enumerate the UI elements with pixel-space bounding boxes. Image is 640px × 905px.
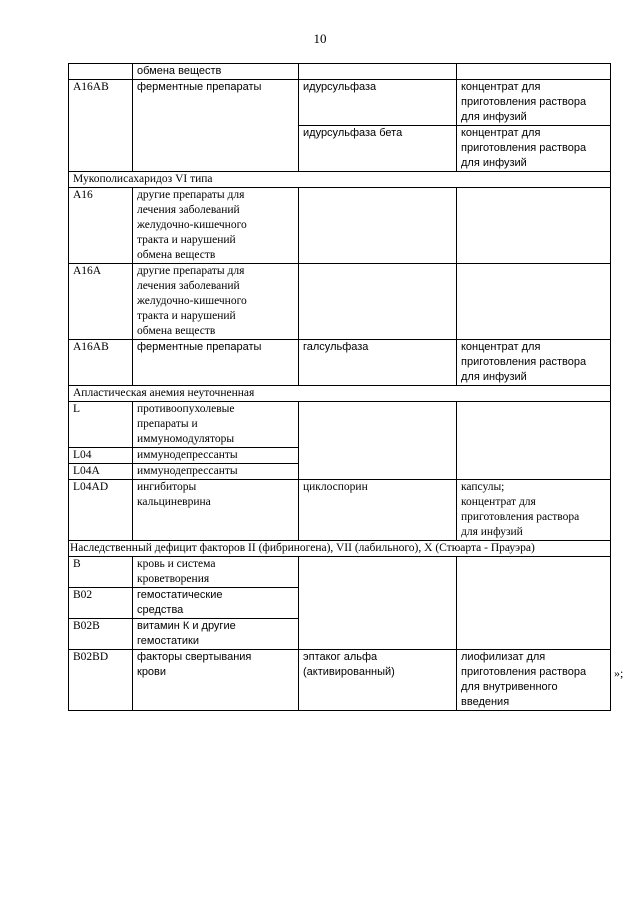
- drug-cell: [299, 188, 457, 264]
- section-title: Апластическая анемия неуточненная: [69, 386, 611, 402]
- table-row: [69, 64, 611, 80]
- atc-code-cell: B02BD: [69, 650, 133, 711]
- drug-cell: идурсульфаза: [299, 80, 457, 126]
- table-row: [69, 340, 611, 386]
- drug-table: [68, 63, 611, 711]
- table-row: [69, 188, 611, 264]
- drug-cell: [299, 402, 457, 480]
- atc-code-cell: L: [69, 402, 133, 448]
- atc-code-cell: [69, 64, 133, 80]
- table-row: [69, 480, 611, 541]
- atc-code-cell: B: [69, 557, 133, 588]
- atc-name-cell: иммунодепрессанты: [133, 464, 299, 480]
- form-cell: концентрат для приготовления раствора для инфузий: [457, 126, 611, 172]
- atc-name-cell: другие препараты для лечения заболеваний желудочно-кишечного тракта и нарушений обмена веществ: [133, 188, 299, 264]
- drug-cell: [299, 264, 457, 340]
- closing-quote-mark: »;: [614, 666, 624, 680]
- page-number: 10: [313, 31, 327, 46]
- form-cell: [457, 264, 611, 340]
- atc-name-cell: ферментные препараты: [133, 340, 299, 386]
- atc-name-cell: гемостатические средства: [133, 588, 299, 619]
- atc-name-cell: другие препараты для лечения заболеваний желудочно-кишечного тракта и нарушений обмена веществ: [133, 264, 299, 340]
- form-cell: [457, 64, 611, 80]
- form-cell: капсулы; концентрат для приготовления раствора для инфузий: [457, 480, 611, 541]
- atc-name-cell: ингибиторы кальциневрина: [133, 480, 299, 541]
- drug-cell: идурсульфаза бета: [299, 126, 457, 172]
- drug-cell: [299, 557, 457, 650]
- section-title: Наследственный дефицит факторов II (фибриногена), VII (лабильного), X (Стюарта - Прауэра): [69, 541, 611, 557]
- form-cell: [457, 402, 611, 480]
- form-cell: концентрат для приготовления раствора для инфузий: [457, 80, 611, 126]
- form-cell: [457, 188, 611, 264]
- atc-name-cell: факторы свертывания крови: [133, 650, 299, 711]
- drug-cell: [299, 64, 457, 80]
- form-cell: лиофилизат для приготовления раствора для внутривенного введения: [457, 650, 611, 711]
- atc-code-cell: L04: [69, 448, 133, 464]
- drug-cell: циклоспорин: [299, 480, 457, 541]
- atc-name-cell: ферментные препараты: [133, 80, 299, 172]
- drug-cell: эптаког альфа (активированный): [299, 650, 457, 711]
- atc-code-cell: L04AD: [69, 480, 133, 541]
- table-row: [69, 80, 611, 126]
- atc-name-cell: кровь и система кроветворения: [133, 557, 299, 588]
- form-cell: концентрат для приготовления раствора для инфузий: [457, 340, 611, 386]
- atc-code-cell: B02: [69, 588, 133, 619]
- section-header-row: [69, 541, 611, 557]
- atc-code-cell: B02B: [69, 619, 133, 650]
- section-header-row: [69, 386, 611, 402]
- atc-code-cell: A16: [69, 188, 133, 264]
- atc-code-cell: L04A: [69, 464, 133, 480]
- atc-code-cell: A16AB: [69, 80, 133, 172]
- atc-name-cell: витамин К и другие гемостатики: [133, 619, 299, 650]
- table-row: [69, 402, 611, 448]
- table-row: [69, 264, 611, 340]
- table-row: [69, 650, 611, 711]
- atc-code-cell: A16A: [69, 264, 133, 340]
- atc-name-cell: обмена веществ: [133, 64, 299, 80]
- table-row: [69, 557, 611, 588]
- section-title: Мукополисахаридоз VI типа: [69, 172, 611, 188]
- atc-name-cell: противоопухолевые препараты и иммуномодуляторы: [133, 402, 299, 448]
- form-cell: [457, 557, 611, 650]
- atc-name-cell: иммунодепрессанты: [133, 448, 299, 464]
- atc-code-cell: A16AB: [69, 340, 133, 386]
- section-header-row: [69, 172, 611, 188]
- drug-cell: галсульфаза: [299, 340, 457, 386]
